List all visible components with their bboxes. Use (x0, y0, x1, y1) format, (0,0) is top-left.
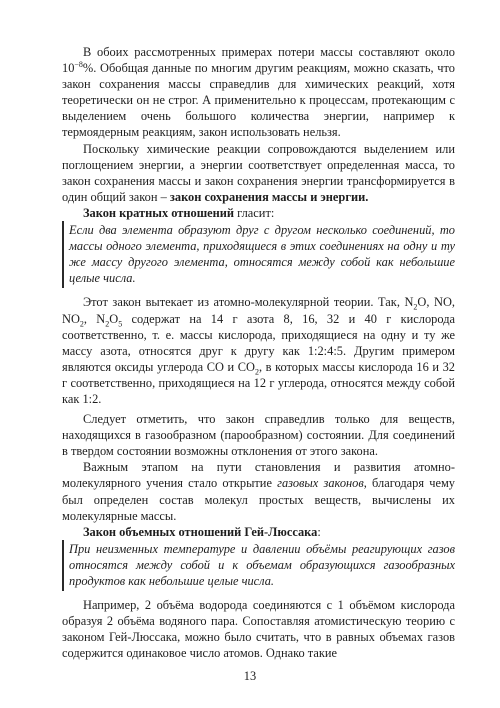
text-run: , благодаря чему был определен состав молекул простых веществ, вычислены их молекулярные массы. (62, 476, 455, 523)
law-text: Если два элемента образуют друг с другом несколько соединений, то массы одного элемента, приходящиеся в этих соединениях на одну и ту же массу другого элемента, относятся между собой как небольшие целые числа. (69, 223, 455, 286)
text-run: O (109, 311, 119, 326)
text-run: Поскольку химические реакции сопровождаются выделением или поглощением энергии, а энергии соответствует определенная масса, то закон сохранения массы и закон сохранения энергии трансформируется в один общий закон – (62, 141, 455, 204)
text-run: Следует отметить, что закон справедлив только для веществ, находящихся в газообразном (парообразном) состоянии. Для соединений в твердом состоянии возможны отклонения от этого закона. (62, 412, 455, 459)
subscript: 5 (118, 318, 123, 328)
text-run: : (317, 524, 321, 539)
law-title: Закон кратных отношений (83, 205, 235, 220)
paragraph-mass-loss (62, 44, 455, 141)
text-run: O, NO, NO (62, 295, 456, 326)
text-run: , N (83, 311, 106, 326)
superscript: −8 (74, 59, 83, 69)
law-heading-gay-lussac (62, 524, 455, 540)
subscript: 2 (413, 302, 418, 312)
text-run: Этот закон вытекает из атомно-молекулярной теории. Так, N (83, 295, 414, 310)
page-number: 13 (243, 669, 257, 683)
text-run: Например, 2 объёма водорода соединяются с 1 объёмом кислорода образуя 2 объёма водяного пара. Сопоставляя атомистическую теорию с законом Гей-Люссака, можно было считать, что в равных объемах газов содержится одинаковое число атомов. Однако такие (62, 598, 455, 661)
law-statement-gay-lussac (62, 540, 455, 591)
law-heading-multiple-proportions (62, 205, 455, 221)
law-statement-multiple-proportions (62, 221, 455, 288)
paragraph-validity (62, 411, 455, 459)
italic-term: газовых законов (277, 476, 364, 491)
subscript: 2 (254, 367, 259, 377)
law-text: При неизменных температуре и давлении объёмы реагирующих газов относятся между собой и к объемам образующихся газообразных продуктов как небольшие целые числа. (69, 541, 455, 588)
text-run: Важным этапом на пути становления и развития атомно-молекулярного учения стало открытие (62, 460, 455, 491)
paragraph-mass-energy (62, 141, 455, 205)
paragraph-gas-laws (62, 459, 455, 523)
bold-term: закон сохранения массы и энергии. (169, 189, 369, 204)
subscript: 2 (79, 318, 84, 328)
text-run: гласит: (234, 205, 275, 220)
text-run: %. Обобщая данные по многим другим реакциям, можно сказать, что закон сохранения массы справедлив для химических реакций, хотя теоретически он не строг. А применительно к процессам, протекающим с выделением очень большого количества энергии, например к термоядерным реакциям, закон использовать нельзя. (62, 61, 455, 140)
law-title: Закон объемных отношений Гей-Люссака (83, 524, 318, 539)
text-run: содержат на 14 г азота 8, 16, 32 и 40 г кислорода соответственно, т. е. массы кислорода, приходящиеся на одну и ту же массу азота, относятся друг к другу как 1:2:4:5. Другим примером являются оксиды углерода CO и CO (62, 311, 455, 374)
subscript: 2 (105, 318, 110, 328)
text-run: В обоих рассмотренных примерах потери массы составляют около 10 (62, 45, 455, 76)
body-text (62, 44, 455, 661)
paragraph-nitrogen-oxides (62, 294, 455, 407)
paragraph-hydrogen-example (62, 597, 455, 661)
text-run: , в которых массы кислорода 16 и 32 г соответственно, приходящиеся на 12 г углерода, относятся между собой как 1:2. (62, 359, 455, 406)
